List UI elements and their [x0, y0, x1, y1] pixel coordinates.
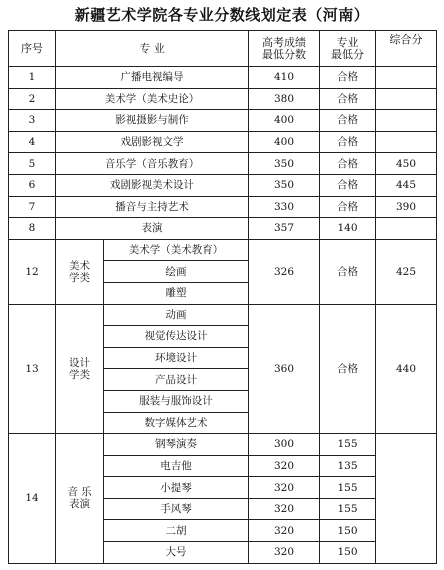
cell-seq: 3	[9, 110, 56, 132]
group12-category-line2: 学类	[69, 271, 90, 284]
cell-composite	[376, 67, 437, 89]
group14-major: 大号	[104, 542, 249, 564]
header-row	[9, 31, 437, 67]
group13-major: 视觉传达设计	[104, 326, 249, 348]
group13-prof: 合格	[320, 304, 376, 434]
group13-major: 数字媒体艺术	[104, 412, 249, 434]
group-row	[9, 239, 437, 261]
cell-composite: 445	[376, 174, 437, 196]
group-row	[9, 434, 437, 456]
group14-major: 电吉他	[104, 455, 249, 477]
cell-major: 美术学（美术史论）	[56, 88, 249, 110]
cell-seq: 7	[9, 196, 56, 218]
group14-prof: 155	[320, 477, 376, 499]
table-row	[9, 174, 437, 196]
cell-gaokao: 350	[249, 153, 320, 175]
header-gaokao	[249, 31, 320, 67]
header-seq: 序号	[9, 31, 56, 67]
group13-major: 动画	[104, 304, 249, 326]
cell-gaokao: 350	[249, 174, 320, 196]
table-row	[9, 153, 437, 175]
group14-prof: 135	[320, 455, 376, 477]
group14-major: 手风琴	[104, 498, 249, 520]
page-title: 新疆艺术学院各专业分数线划定表（河南）	[74, 6, 370, 24]
group14-major: 小提琴	[104, 477, 249, 499]
cell-gaokao: 357	[249, 218, 320, 240]
cell-prof: 合格	[320, 174, 376, 196]
group14-gaokao: 320	[249, 477, 320, 499]
header-gaokao-line1: 高考成绩	[262, 35, 306, 49]
group14-gaokao: 300	[249, 434, 320, 456]
cell-seq: 8	[9, 218, 56, 240]
group12-category	[56, 239, 104, 304]
cell-seq: 4	[9, 131, 56, 153]
group14-category	[56, 434, 104, 564]
cell-composite	[376, 218, 437, 240]
group14-major: 钢琴演奏	[104, 434, 249, 456]
cell-composite	[376, 131, 437, 153]
group14-major: 二胡	[104, 520, 249, 542]
group12-major: 美术学（美术教育）	[104, 239, 249, 261]
group14-seq: 14	[9, 434, 56, 564]
group14-gaokao: 320	[249, 498, 320, 520]
group12-major: 雕塑	[104, 282, 249, 304]
group14-category-line1: 音 乐	[67, 486, 92, 499]
table-row	[9, 110, 437, 132]
group14-gaokao: 320	[249, 542, 320, 564]
group14-prof: 150	[320, 542, 376, 564]
cell-composite: 450	[376, 153, 437, 175]
cell-major: 戏剧影视文学	[56, 131, 249, 153]
cell-prof: 合格	[320, 110, 376, 132]
group13-major: 产品设计	[104, 369, 249, 391]
group13-category-line1: 设计	[69, 356, 90, 369]
group-row	[9, 304, 437, 326]
header-major: 专 业	[56, 31, 249, 67]
group13-seq: 13	[9, 304, 56, 434]
group14-composite	[376, 434, 437, 564]
cell-major: 戏剧影视美术设计	[56, 174, 249, 196]
group13-major: 环境设计	[104, 347, 249, 369]
header-prof	[320, 31, 376, 67]
cell-prof: 140	[320, 218, 376, 240]
cell-major: 播音与主持艺术	[56, 196, 249, 218]
cell-gaokao: 400	[249, 131, 320, 153]
header-prof-line1: 专业	[336, 35, 359, 49]
group12-category-line1: 美术	[69, 259, 90, 272]
header-gaokao-line2: 最低分数	[262, 47, 306, 61]
group14-gaokao: 320	[249, 520, 320, 542]
group12-gaokao: 326	[249, 239, 320, 304]
cell-composite	[376, 88, 437, 110]
cell-gaokao: 380	[249, 88, 320, 110]
group13-composite: 440	[376, 304, 437, 434]
cell-prof: 合格	[320, 67, 376, 89]
group13-category	[56, 304, 104, 434]
cell-major: 音乐学（音乐教育）	[56, 153, 249, 175]
score-table	[8, 30, 437, 564]
table-row	[9, 131, 437, 153]
cell-seq: 6	[9, 174, 56, 196]
group14-prof: 150	[320, 520, 376, 542]
cell-major: 表演	[56, 218, 249, 240]
cell-seq: 2	[9, 88, 56, 110]
group14-prof: 155	[320, 498, 376, 520]
table-row	[9, 67, 437, 89]
group13-category-line2: 学类	[69, 368, 90, 381]
header-composite: 综合分	[376, 31, 437, 67]
group13-gaokao: 360	[249, 304, 320, 434]
table-row	[9, 218, 437, 240]
group12-seq: 12	[9, 239, 56, 304]
group14-category-line2: 表演	[69, 498, 90, 511]
cell-seq: 5	[9, 153, 56, 175]
cell-prof: 合格	[320, 153, 376, 175]
cell-composite: 390	[376, 196, 437, 218]
cell-major: 影视摄影与制作	[56, 110, 249, 132]
header-prof-line2: 最低分	[331, 47, 364, 61]
cell-seq: 1	[9, 67, 56, 89]
table-row	[9, 88, 437, 110]
cell-gaokao: 330	[249, 196, 320, 218]
cell-gaokao: 400	[249, 110, 320, 132]
group13-major: 服装与服饰设计	[104, 390, 249, 412]
group12-composite: 425	[376, 239, 437, 304]
cell-gaokao: 410	[249, 67, 320, 89]
table-row	[9, 196, 437, 218]
cell-prof: 合格	[320, 131, 376, 153]
cell-prof: 合格	[320, 88, 376, 110]
cell-major: 广播电视编导	[56, 67, 249, 89]
cell-composite	[376, 110, 437, 132]
group12-major: 绘画	[104, 261, 249, 283]
group14-gaokao: 320	[249, 455, 320, 477]
group12-prof: 合格	[320, 239, 376, 304]
cell-prof: 合格	[320, 196, 376, 218]
group14-prof: 155	[320, 434, 376, 456]
